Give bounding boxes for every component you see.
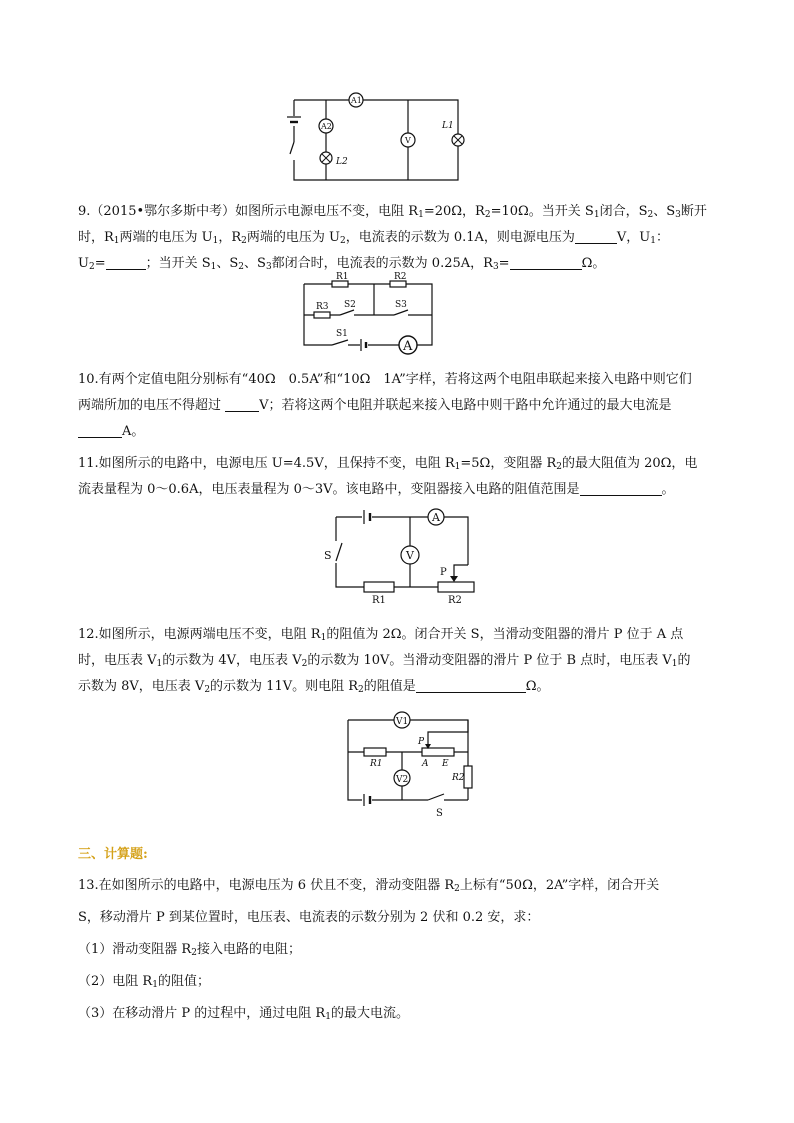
q12-text: 时，电压表 V — [78, 653, 157, 668]
answer-blank[interactable] — [78, 421, 122, 438]
q13-subquestion-2: 的阻值； — [157, 974, 210, 989]
q13-subquestion-3: 的最大电流。 — [330, 1006, 409, 1021]
q12-text: 的阻值是 — [363, 679, 416, 694]
s2-label: S2 — [344, 300, 356, 310]
slider-p-label: P — [440, 567, 447, 578]
answer-blank[interactable] — [510, 253, 582, 270]
q9-text: U — [78, 256, 89, 271]
r1-label: R1 — [370, 759, 383, 769]
ammeter-a1-label: A1 — [351, 96, 362, 105]
voltmeter-v1-label: V1 — [396, 717, 409, 727]
q12-text: 的 — [677, 653, 691, 668]
q9-text: 断开 — [680, 204, 707, 219]
q9-text: = — [94, 256, 106, 271]
r3-label: R3 — [316, 302, 329, 312]
q9-text: 、S — [244, 256, 266, 271]
q12-text: 12.如图所示，电源两端电压不变，电阻 R — [78, 627, 321, 642]
q12-text: 的示数为 11V。则电阻 R — [210, 679, 359, 694]
q13-subquestion-2: （2）电阻 R — [78, 974, 153, 989]
q10-text: V；若将这两个电阻并联起来接入电路中则干路中允许通过的最大电流是 — [259, 398, 672, 413]
q9-text: Ω。 — [581, 256, 606, 271]
q13-subquestion-1: 接入电路的电阻； — [196, 942, 301, 957]
q9-text: ，R — [218, 230, 242, 245]
q13-subquestion-1: （1）滑动变阻器 R — [78, 942, 192, 957]
question-9: 9.（2015•鄂尔多斯中考）如图所示电源电压不变，电阻 $R_1=20\Omega$，$R_2=10\Omega$。当开关 $S_1$闭合，$S_2$、$S_3$断开 时，$R_1$两端的电压为 $U_1$，$R_2$两端的电压为 $U_2$，电流表的示数为 0.1A，则电源电压为 V，$U_1$： $U_2=$ ；当开关 $S_1$、$S_2$、$S_3$都闭合时，电流表的示数为 0.25A，$R_3= \Omega$。 — [78, 204, 707, 272]
q13-text: 13.在如图所示的电路中，电源电压为 6 伏且不变，滑动变阻器 R — [78, 878, 455, 893]
lamp-l1-label: L1 — [442, 121, 454, 131]
circuit-figure-q8 — [286, 92, 466, 188]
switch-s-label: S — [436, 808, 443, 819]
q9-text: 时，R — [78, 230, 114, 245]
q11-text: =5Ω，变阻器 R — [460, 456, 557, 471]
q13-subquestion-3: （3）在移动滑片 P 的过程中，通过电阻 R — [78, 1006, 326, 1021]
q13-text: S，移动滑片 P 到某位置时，电压表、电流表的示数分别为 2 伏和 0.2 安，求： — [78, 910, 540, 925]
r2-label: R2 — [448, 595, 462, 605]
lamp-l2-label: L2 — [336, 157, 348, 167]
q12-text: 的示数为 10V。当滑动变阻器的滑片 P 位于 B 点时，电压表 V — [307, 653, 672, 668]
point-e-label: E — [442, 759, 449, 769]
q9-text: ；当开关 S — [145, 256, 211, 271]
answer-blank[interactable] — [580, 479, 662, 496]
q9-text: =20Ω，R — [423, 204, 485, 219]
r1-label: R1 — [372, 595, 386, 605]
question-13: 13.在如图所示的电路中，电源电压为 6 伏且不变，滑动变阻器 $R_2$上标有“50Ω，2A”字样，闭合开关 S，移动滑片 P 到某位置时，电压表、电流表的示数分别为 2 伏和 0.2 安，求： （1）滑动变阻器 $R_2$接入电路的电阻； （2）电阻 $R_1$的阻值； （3）在移动滑片 P 的过程中，通过电阻 $R_1$的最大电流。 — [78, 878, 660, 1022]
question-12: 12.如图所示，电源两端电压不变，电阻 $R_1$的阻值为 2Ω。闭合开关 S，当滑动变阻器的滑片 P 位于 A 点 时，电压表 $V_1$的示数为 4V，电压表 $V_2$的示数为 10V。当滑动变阻器的滑片 P 位于 B 点时，电压表 $V_1$的 示数为 8V，电压表 $V_2$的示数为 11V。则电阻 $R_2$的阻值是 Ω。 — [78, 627, 691, 695]
s1-label: S1 — [336, 329, 348, 339]
q9-text: 两端的电压为 U — [246, 230, 340, 245]
q10-text: 两端所加的电压不得超过 — [78, 398, 222, 413]
answer-blank[interactable] — [106, 253, 146, 270]
r2-label: R2 — [452, 773, 465, 783]
q10-text: 10.有两个定值电阻分别标有“40Ω 0.5A”和“10Ω 1A”字样，若将这两个电阻串联起来接入电路中则它们 — [78, 372, 692, 387]
q11-text: 流表量程为 0～0.6A，电压表量程为 0～3V。该电路中，变阻器接入电路的阻值范围是 — [78, 482, 580, 497]
q9-text: 9.（2015•鄂尔多斯中考）如图所示电源电压不变，电阻 R — [78, 204, 419, 219]
q13-text: 上标有“50Ω，2A”字样，闭合开关 — [459, 878, 660, 893]
section-heading: 三、计算题: — [78, 847, 148, 862]
ammeter-label: A — [403, 339, 413, 354]
point-a-label: A — [422, 759, 429, 769]
voltmeter-v2-label: V2 — [396, 775, 409, 785]
q11-text: 的最大阻值为 20Ω，电 — [561, 456, 698, 471]
q9-text: V，U — [616, 230, 651, 245]
q9-text: 都闭合时，电流表的示数为 0.25A，R — [271, 256, 493, 271]
q12-text: 示数为 8V，电压表 V — [78, 679, 205, 694]
answer-blank[interactable] — [225, 395, 259, 412]
circuit-figure-q9 — [296, 270, 441, 356]
r1-label: R1 — [336, 272, 349, 282]
q9-text: = — [498, 256, 510, 271]
q12-text: 的阻值为 2Ω。闭合开关 S，当滑动变阻器的滑片 P 位于 A 点 — [326, 627, 684, 642]
circuit-figure-q11 — [318, 505, 488, 605]
r2-label: R2 — [394, 272, 407, 282]
question-10 — [78, 367, 718, 445]
q11-text: 。 — [661, 482, 675, 497]
s3-label: S3 — [395, 300, 407, 310]
q12-text: Ω。 — [525, 679, 550, 694]
question-11: 11.如图所示的电路中，电源电压 U=4.5V，且保持不变，电阻 $R_1=5\Omega$，变阻器 $R_2$的最大阻值为 20Ω，电 流表量程为 0～0.6A，电压表量程为 0～3V。该电路中，变阻器接入电路的阻值范围是 。 — [78, 456, 698, 497]
q11-text: 11.如图所示的电路中，电源电压 U=4.5V，且保持不变，电阻 R — [78, 456, 455, 471]
q10-text: A。 — [122, 424, 145, 439]
q9-text: =10Ω。当开关 S — [490, 204, 594, 219]
q9-text: 两端的电压为 U — [119, 230, 213, 245]
ammeter-a2-label: A2 — [321, 122, 332, 131]
circuit-figure-q12 — [340, 708, 480, 820]
answer-blank[interactable] — [416, 676, 526, 693]
voltmeter-label: V — [405, 136, 411, 145]
q9-text: ： — [656, 230, 670, 245]
voltmeter-label: V — [406, 549, 414, 562]
answer-blank[interactable] — [575, 227, 617, 244]
q12-text: 的示数为 4V，电压表 V — [162, 653, 302, 668]
ammeter-label: A — [432, 511, 440, 524]
q9-text: 、S — [653, 204, 676, 219]
q9-text: ，电流表的示数为 0.1A，则电源电压为 — [345, 230, 575, 245]
slider-p-label: P — [418, 737, 425, 747]
q9-text: 闭合，S — [599, 204, 648, 219]
switch-s-label: S — [324, 549, 332, 562]
q9-text: 、S — [216, 256, 239, 271]
